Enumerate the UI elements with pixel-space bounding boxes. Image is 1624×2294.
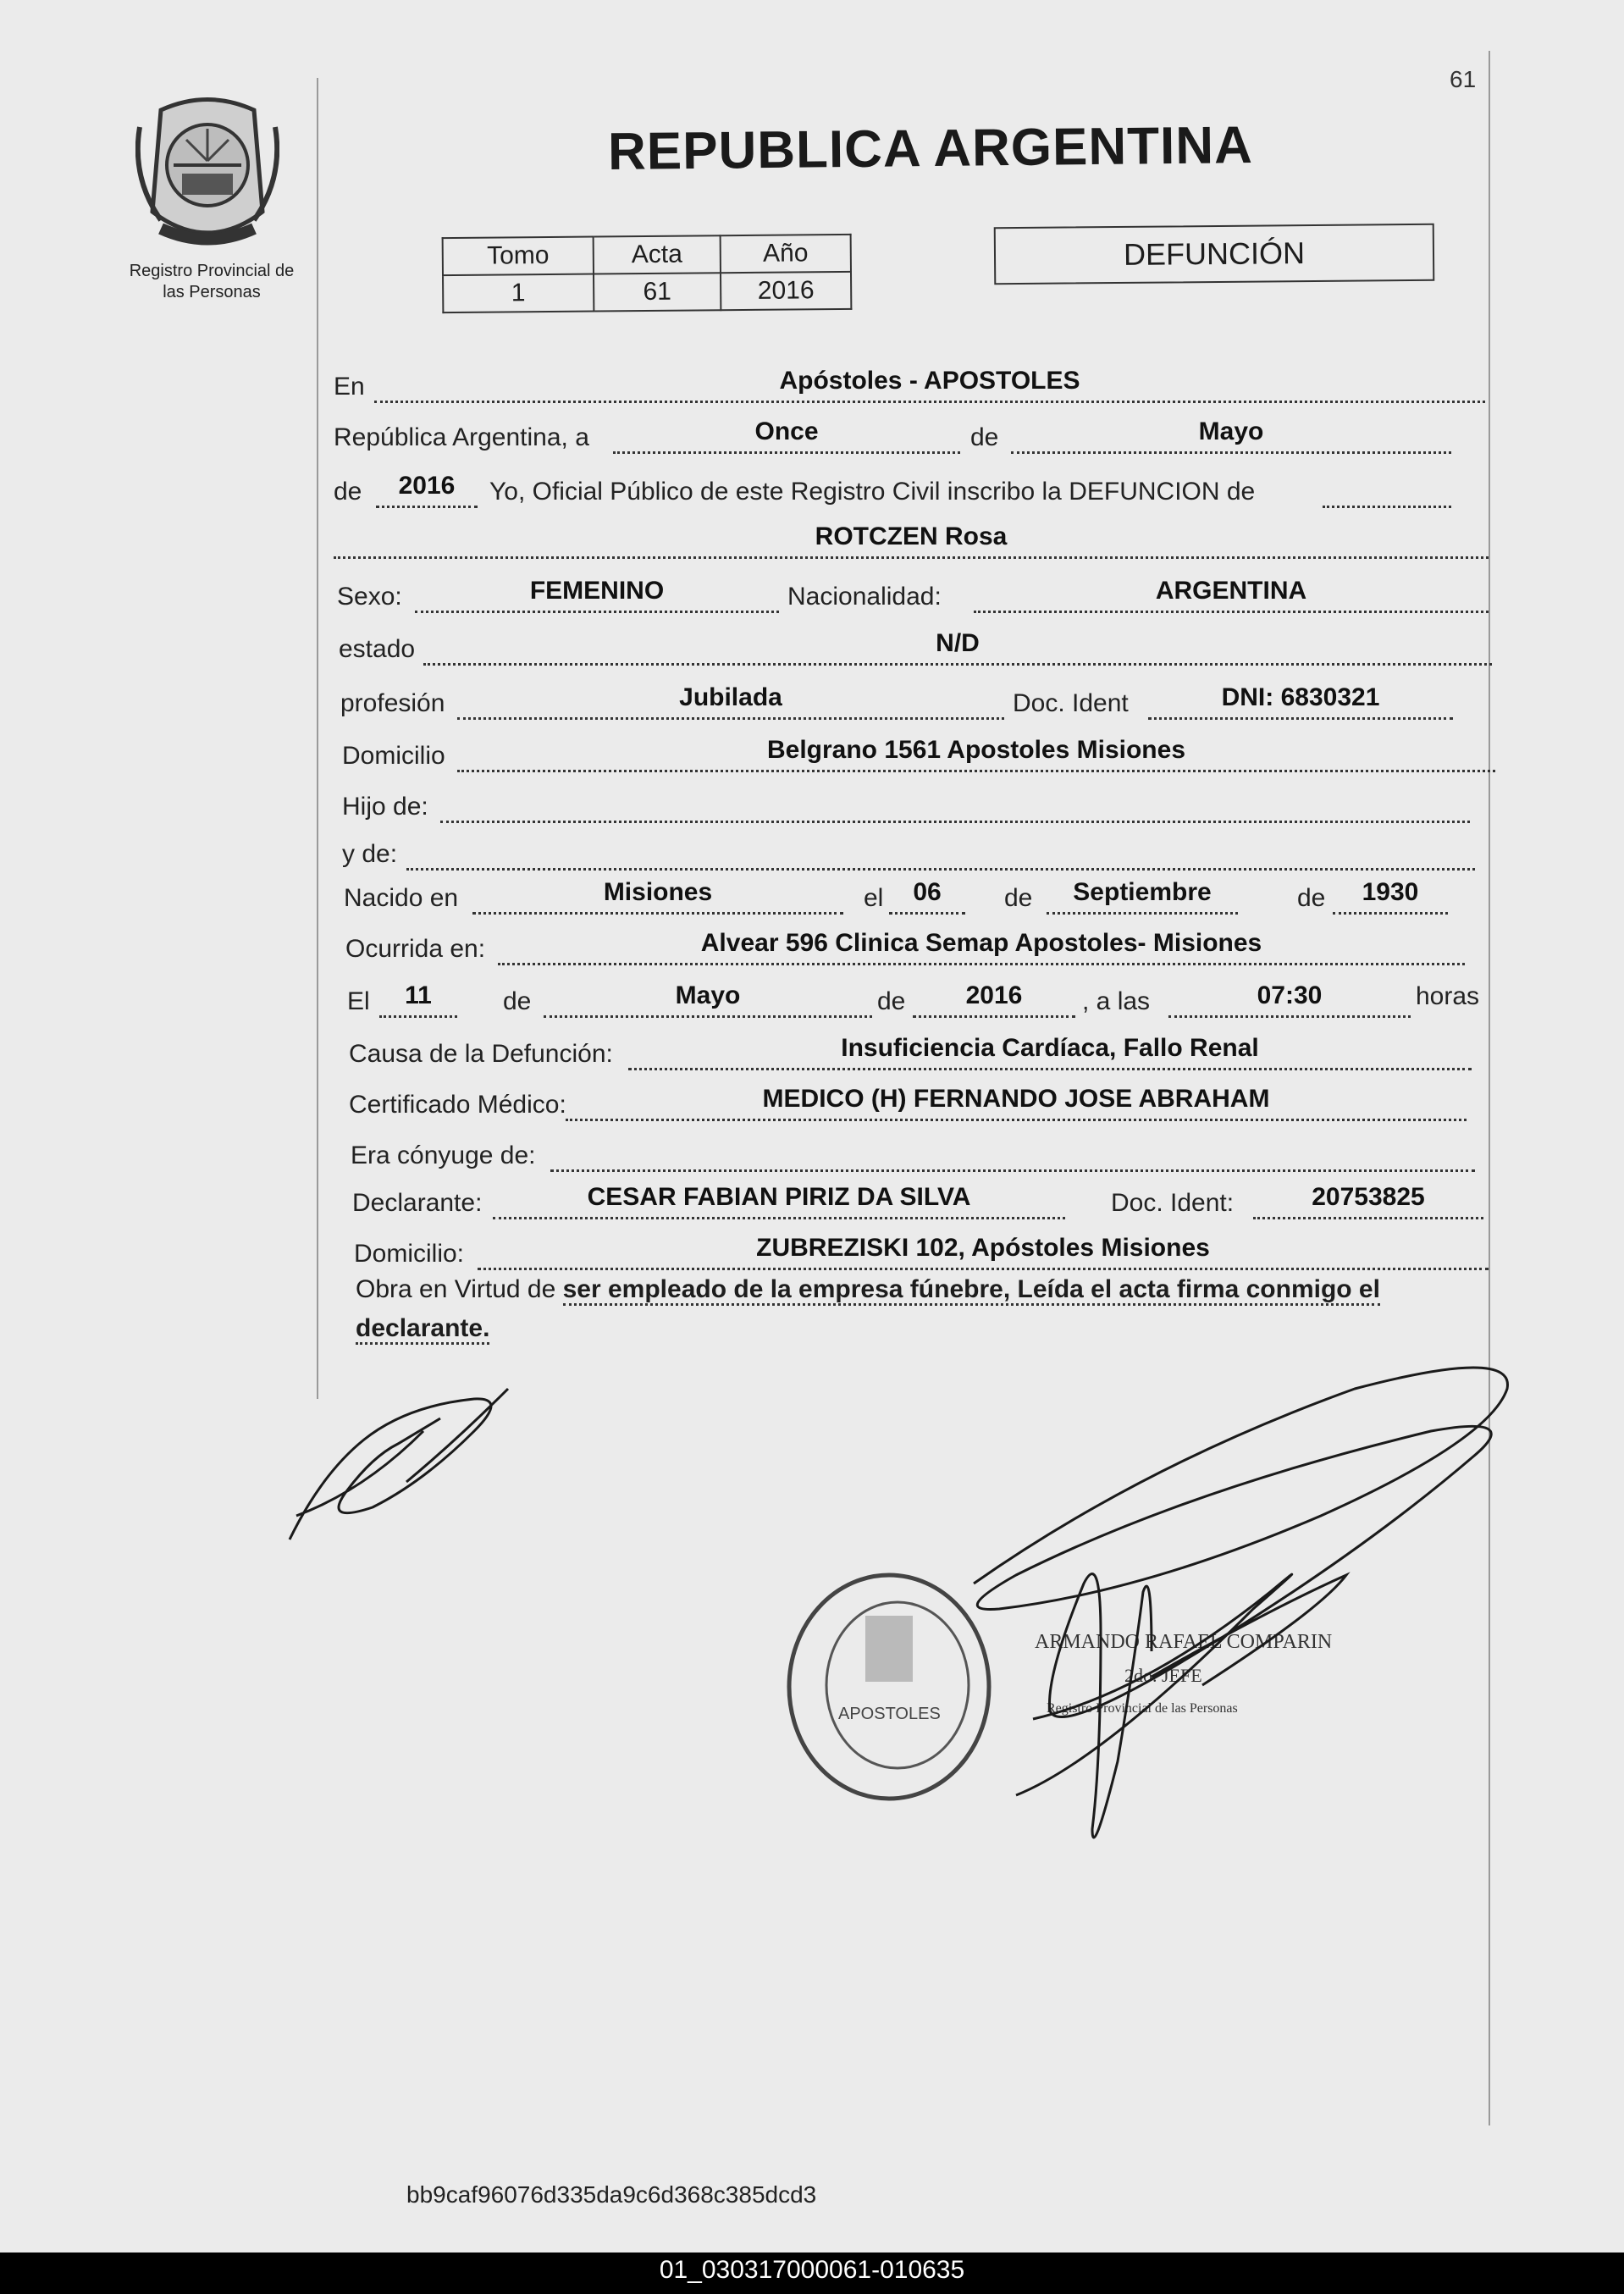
ocurrida-en-label: Ocurrida en:: [345, 935, 486, 963]
nacido-en-value: Misiones: [603, 878, 713, 906]
declarante-doc-label: Doc. Ident:: [1111, 1189, 1235, 1217]
document-title: REPUBLICA ARGENTINA: [607, 116, 1254, 181]
profesion-label: profesión: [340, 689, 445, 717]
declarante-domicilio-value: ZUBREZISKI 102, Apóstoles Misiones: [756, 1234, 1210, 1262]
el-mes-label: de: [503, 987, 532, 1015]
nacido-mes-label: de: [1004, 884, 1033, 912]
inscription-text: Yo, Oficial Público de este Registro Civil inscribo la DEFUNCION de: [489, 478, 1256, 506]
el-label: El: [347, 987, 370, 1015]
footer-id: 01_030317000061-010635: [659, 2256, 965, 2284]
nacido-anio-value: 1930: [1362, 878, 1419, 906]
official-signature: [974, 1368, 1508, 1838]
causa-label: Causa de la Defunción:: [349, 1040, 613, 1068]
horas-label: horas: [1416, 982, 1480, 1010]
declarante-value: CESAR FABIAN PIRIZ DA SILVA: [587, 1183, 971, 1211]
declarante-domicilio-label: Domicilio:: [354, 1240, 465, 1268]
stamp-center-text: APOSTOLES: [838, 1705, 941, 1723]
nacido-en-label: Nacido en: [344, 884, 459, 912]
acta-header: Acta: [594, 235, 721, 274]
doc-ident-value: DNI: 6830321: [1221, 683, 1380, 711]
tomo-header: Tomo: [443, 237, 594, 276]
date-day-value: Once: [754, 417, 819, 445]
acta-value: 61: [594, 273, 721, 311]
el-dia-value: 11: [405, 981, 432, 1009]
a-las-label: , a las: [1082, 987, 1151, 1015]
tomo-value: 1: [443, 274, 594, 313]
nacionalidad-label: Nacionalidad:: [787, 583, 942, 611]
el-mes-value: Mayo: [675, 981, 741, 1009]
el-anio-label: de: [877, 987, 906, 1015]
en-value: Apóstoles - APOSTOLES: [779, 367, 1080, 395]
hijo-de-label: Hijo de:: [342, 793, 428, 821]
official-name: ARMANDO RAFAEL COMPARIN: [1035, 1631, 1333, 1653]
official-office: Registro Provincial de las Personas: [1047, 1701, 1238, 1716]
official-name-block: [1035, 1631, 1332, 1716]
estado-value: N/D: [936, 629, 980, 657]
date-month-label: de: [970, 423, 999, 451]
domicilio-value: Belgrano 1561 Apostoles Misiones: [766, 736, 1186, 764]
en-label: En: [334, 373, 365, 401]
sexo-value: FEMENINO: [529, 577, 665, 605]
anio-header: Año: [721, 235, 851, 273]
domicilio-label: Domicilio: [342, 742, 445, 770]
profesion-value: Jubilada: [679, 683, 782, 711]
anio-value: 2016: [721, 272, 851, 310]
declarante-doc-value: 20753825: [1312, 1183, 1425, 1211]
declarant-signature: [290, 1389, 508, 1539]
official-title: 2do. JEFE: [1124, 1665, 1202, 1686]
nacido-anio-label: de: [1297, 884, 1326, 912]
a-las-value: 07:30: [1257, 981, 1323, 1009]
certificado-value: MEDICO (H) FERNANDO JOSE ABRAHAM: [762, 1085, 1270, 1113]
page-number: 61: [1450, 66, 1477, 92]
registry-label-line2: las Personas: [163, 283, 261, 301]
nacido-dia-value: 06: [913, 878, 942, 906]
nacido-el-label: el: [864, 884, 884, 912]
obra-label: Obra en Virtud de: [356, 1275, 556, 1303]
date-month-value: Mayo: [1198, 417, 1264, 445]
certificado-label: Certificado Médico:: [349, 1091, 566, 1119]
record-type-box: DEFUNCIÓN: [994, 224, 1435, 285]
year-value: 2016: [398, 472, 456, 500]
document-hash: bb9caf96076d335da9c6d368c385dcd3: [406, 2181, 817, 2208]
registry-label-line1: Registro Provincial de: [129, 262, 295, 280]
estado-label: estado: [339, 635, 416, 663]
date-intro-label: República Argentina, a: [334, 423, 589, 451]
doc-ident-label: Doc. Ident: [1013, 689, 1129, 717]
causa-value: Insuficiencia Cardíaca, Fallo Renal: [841, 1034, 1259, 1062]
sexo-label: Sexo:: [337, 583, 402, 611]
nacionalidad-value: ARGENTINA: [1155, 577, 1307, 605]
deceased-name-value: ROTCZEN Rosa: [815, 522, 1008, 550]
year-label: de: [334, 478, 362, 506]
conyuge-label: Era cónyuge de:: [351, 1141, 536, 1169]
declarante-label: Declarante:: [352, 1189, 483, 1217]
el-anio-value: 2016: [965, 981, 1023, 1009]
ocurrida-en-value: Alvear 596 Clinica Semap Apostoles- Misiones: [700, 929, 1262, 957]
y-de-label: y de:: [342, 840, 398, 868]
nacido-mes-value: Septiembre: [1073, 878, 1212, 906]
obra-value: ser empleado de la empresa fúnebre, Leída el acta firma conmigo el declarante.: [356, 1275, 1380, 1345]
official-stamp: [789, 1575, 989, 1799]
